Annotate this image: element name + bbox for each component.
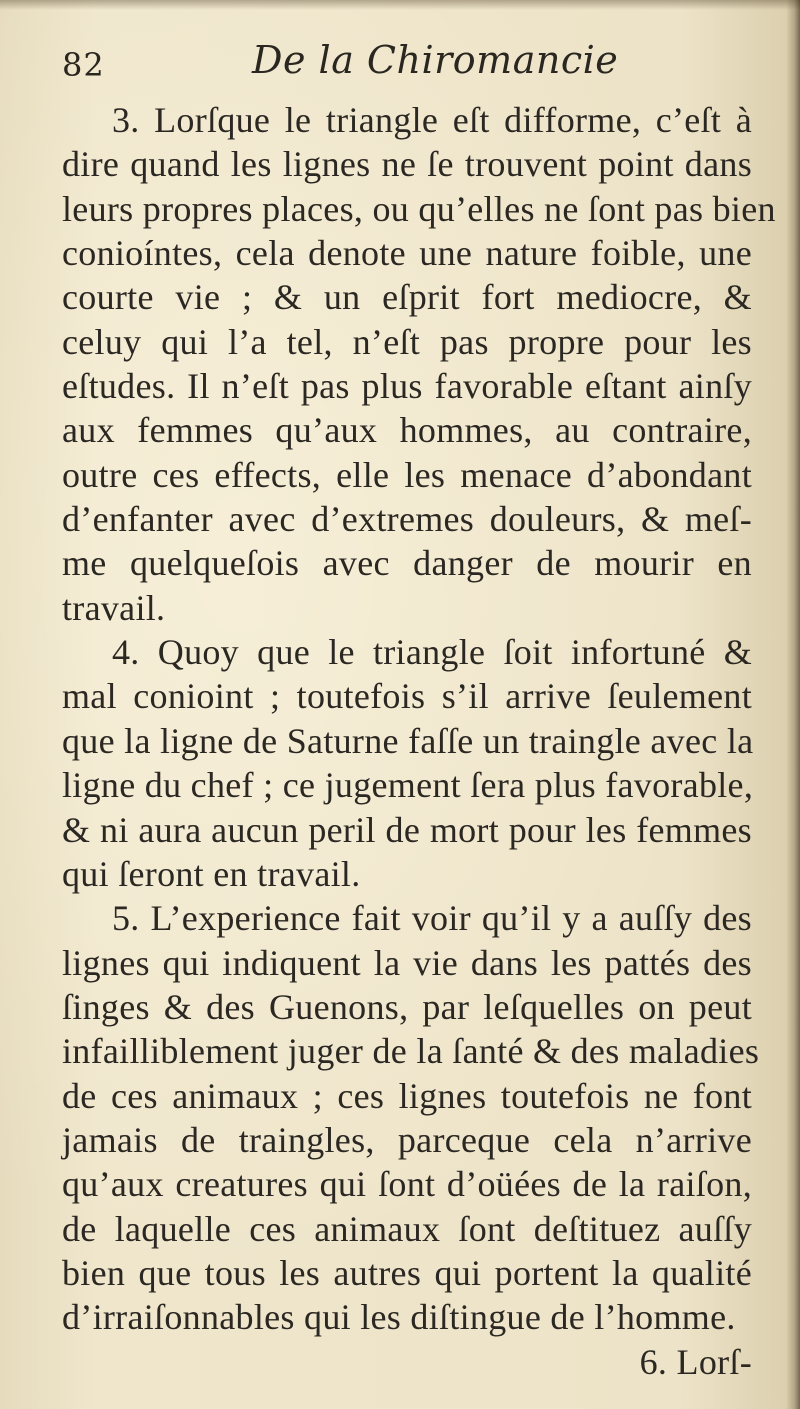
text-line: infailliblement juger de la ſanté & des maladies <box>62 1031 760 1072</box>
text-line: conioíntes, cela denote une nature foible, une <box>62 233 752 274</box>
text-line: mal conioint ; toutefois s’il arrive ſeulement <box>62 676 752 717</box>
text-line: outre ces effects, elle les menace d’abondant <box>62 454 752 495</box>
text-line: courte vie ; & un eſprit fort mediocre, & <box>62 277 752 318</box>
text-line: ſinges & des Guenons, par leſquelles on peut <box>62 986 752 1027</box>
page-gutter-shadow <box>786 0 800 1409</box>
text-line: qu’aux creatures qui ſont d’oüées de la raiſon, <box>62 1164 752 1205</box>
text-line: 4. Quoy que le triangle ſoit infortuné & <box>112 632 752 673</box>
text-line: & ni aura aucun peril de mort pour les femmes <box>62 809 752 850</box>
page-number: 82 <box>62 46 105 84</box>
text-line: bien que tous les autres qui portent la qualité <box>62 1252 752 1293</box>
text-line: celuy qui l’a tel, n’eſt pas propre pour les <box>62 321 752 362</box>
text-line: qui ſeront en travail. <box>62 853 361 894</box>
text-line: ligne du chef ; ce jugement ſera plus favorable, <box>62 765 754 806</box>
text-line: jamais de traingles, parceque cela n’arrive <box>62 1119 752 1160</box>
text-line: d’irraiſonnables qui les diſtingue de l’homme. <box>62 1297 736 1338</box>
text-line: 3. Lorſque le triangle eſt difforme, c’eſt à <box>112 100 752 140</box>
page-top-shadow <box>0 0 800 10</box>
page-header <box>62 38 742 98</box>
catchword: 6. Lorſ- <box>639 1341 752 1382</box>
text-line: d’enfanter avec d’extremes douleurs, & meſ- <box>62 499 752 540</box>
running-title: De la Chiromancie <box>252 38 619 82</box>
text-line: de laquelle ces animaux ſont deſtituez auſſy <box>62 1208 752 1249</box>
text-line: leurs propres places, ou qu’elles ne ſont pas bien <box>62 188 776 229</box>
text-line: que la ligne de Saturne faſſe un traingle avec la <box>62 720 754 761</box>
text-line: aux femmes qu’aux hommes, au contraire, <box>62 410 752 451</box>
text-line: dire quand les lignes ne ſe trouvent point dans <box>62 144 752 185</box>
text-line: lignes qui indiquent la vie dans les pattés des <box>62 942 752 983</box>
body-text <box>62 98 776 1384</box>
text-line: travail. <box>62 587 166 628</box>
text-line: eſtudes. Il n’eſt pas plus favorable eſtant ainſy <box>62 366 752 407</box>
text-line: me quelqueſois avec danger de mourir en <box>62 543 752 584</box>
text-line: 5. L’experience fait voir qu’il y a auſſy des <box>112 898 752 939</box>
text-line: de ces animaux ; ces lignes toutefois ne font <box>62 1075 752 1116</box>
